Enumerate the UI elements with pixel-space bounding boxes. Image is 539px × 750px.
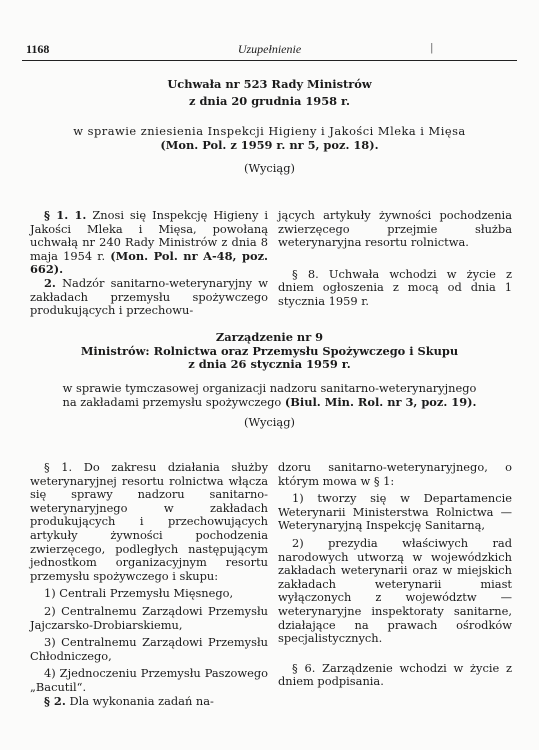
list-item: 4) Zjednoczeniu Przemysłu Paszowego „Bacutil“. — [30, 666, 268, 694]
section-marker: § 1. 1. — [44, 208, 87, 222]
paragraph-text: Uchwała wchodzi w życie z dniem ogłoszenia z mocą od dnia 1 stycznia 1959 r. — [278, 266, 513, 308]
section-marker: § 2. — [44, 693, 66, 708]
doc2-title-line2: Ministrów: Rolnictwa oraz Przemysłu Spożywczego i Skupu — [80, 343, 459, 358]
margin-mark: | — [430, 40, 433, 54]
doc2-title-line3: z dnia 26 stycznia 1959 r. — [188, 357, 351, 372]
paragraph-text: Nadzór sanitarno-weterynaryjny w zakładach przemysłu spożywczego produkujących i przechowu- — [30, 275, 268, 318]
paragraph-text: Zarządzenie wchodzi w życie z dniem podpisania. — [278, 660, 513, 689]
doc2-paragraph-continued: dzoru sanitarno-weterynaryjnego, o którym mowa w § 1: — [278, 460, 512, 488]
doc2-paragraph-1 — [30, 461, 268, 583]
list-item: 2) Centralnemu Zarządowi Przemysłu Jajczarsko-Drobiarskiemu, — [30, 603, 268, 632]
list-item: 1) Centrali Przemysłu Mięsnego, — [44, 586, 234, 601]
doc1-subject-ref: (Mon. Pol. z 1959 r. nr 5, poz. 18). — [160, 137, 379, 152]
doc2-subject — [30, 382, 509, 409]
paragraph-text: Do zakresu działania służby weterynaryjnej resortu rolnictwa włącza się sprawy nadzoru sanitarno-weterynaryjnego w zakładach produkujących i przechowujących artykuły żywności pochodzenia zwierzęcego, podległych następującym jednostkom organizacyjnym resortu przemysłu spożywczego i skupu: — [30, 460, 268, 583]
list-item: 1) tworzy się w Departamencie Weterynarii Ministerstwa Rolnictwa — Weterynaryjną Inspekcję Sanitarną, — [278, 491, 512, 533]
doc1-subject-line1: w sprawie zniesienia Inspekcji Higieny i Jakości Mleka i Mięsa — [73, 124, 466, 138]
section-marker: 2. — [44, 275, 56, 290]
doc1-paragraph-3 — [278, 268, 512, 309]
section-marker: § 1. — [44, 460, 73, 474]
doc1-left-column — [30, 209, 268, 318]
doc2-title-line1: Zarządzenie nr 9 — [215, 330, 324, 344]
doc2-title — [40, 331, 499, 372]
section-marker: § 8. — [292, 266, 319, 281]
doc1-subject — [22, 125, 517, 152]
citation: (Mon. Pol. nr A-48, poz. 662). — [30, 248, 269, 277]
doc1-paragraph-2 — [30, 277, 268, 318]
page-number: 1168 — [26, 42, 50, 56]
doc2-excerpt: (Wyciąg) — [244, 415, 295, 429]
paragraph-text: Znosi się Inspekcję Higieny i Jakości Mleka i Mięsa, powołaną uchwałą nr 240 Rady Ministrów z dnia 8 maja 1954 r. — [30, 208, 269, 263]
paragraph-text: Dla wykonania zadań na- — [69, 693, 214, 708]
list-item: 2) prezydia właściwych rad narodowych utworzą w wojewódzkich zakładach weterynarii oraz w miejskich zakładach weterynarii miast wyłączonych z województw — weterynaryjne inspektoraty sanitarne, działające na prawach ośrodków specjalistycznych. — [278, 535, 512, 646]
doc1-paragraph-1 — [30, 209, 268, 277]
page-header — [22, 38, 517, 61]
running-title: Uzupełnienie — [237, 42, 302, 56]
doc2-subject-line1: w sprawie tymczasowej organizacji nadzoru sanitarno-weterynaryjnego — [62, 381, 477, 395]
doc1-excerpt: (Wyciąg) — [244, 161, 295, 175]
list-item: 3) Centralnemu Zarządowi Przemysłu Chłodniczego, — [30, 635, 268, 663]
doc1-title-line1: Uchwała nr 523 Rady Ministrów — [167, 77, 372, 91]
doc1-title — [40, 78, 499, 108]
doc2-subject-ref: (Biul. Min. Rol. nr 3, poz. 19). — [284, 394, 477, 409]
section-marker: § 6. — [292, 660, 316, 675]
doc1-title-line2: z dnia 20 grudnia 1958 r. — [189, 93, 350, 108]
doc1-right-column — [278, 209, 512, 309]
doc2-right-column — [278, 461, 512, 689]
doc2-subject-line2: na zakładami przemysłu spożywczego — [62, 394, 282, 409]
scan-watermark — [60, 660, 480, 700]
doc1-paragraph-continued: jących artykuły żywności pochodzenia zwierzęcego przejmie służba weterynaryjna resortu rolnictwa. — [278, 208, 512, 250]
